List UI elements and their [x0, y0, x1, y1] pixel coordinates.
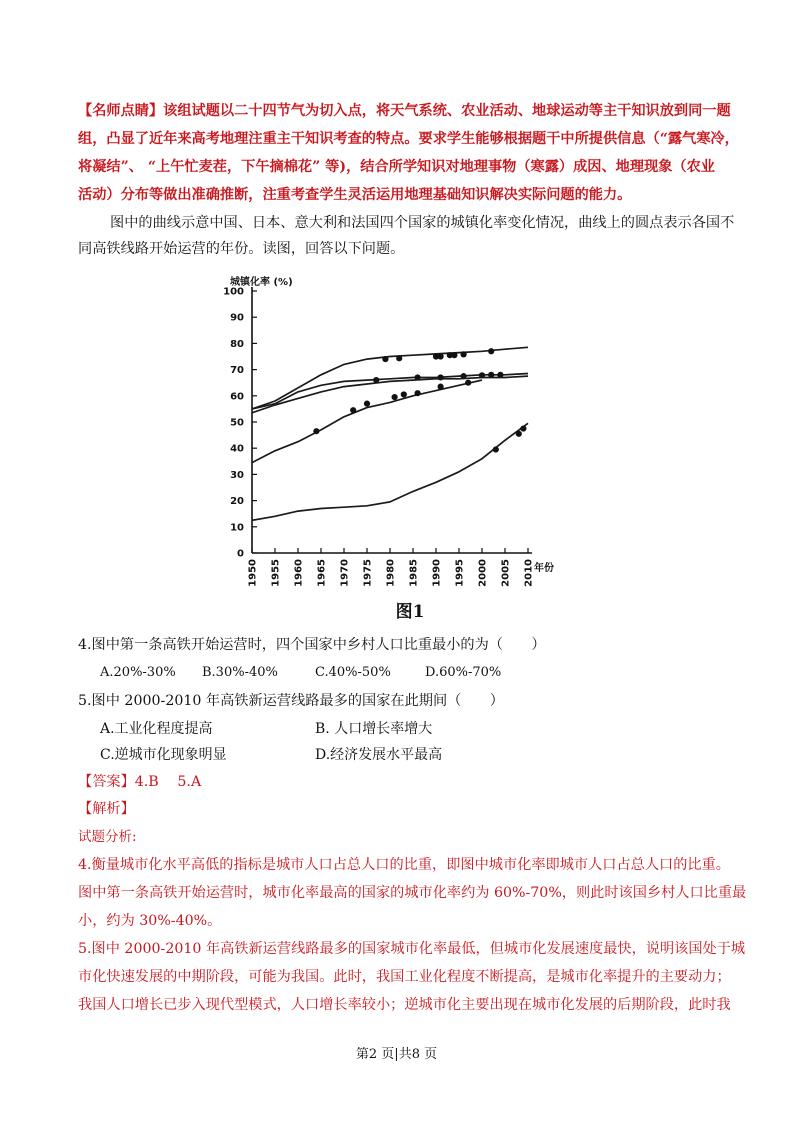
- rail-start-marker: [438, 384, 444, 390]
- y-tick-label: 60: [230, 391, 244, 403]
- y-tick-label: 90: [230, 312, 244, 324]
- x-tick-label: 1965: [316, 559, 328, 587]
- x-tick-label: 1975: [362, 559, 374, 587]
- x-tick-label: 1980: [385, 559, 397, 587]
- y-tick-label: 0: [237, 548, 244, 560]
- y-tick-label: 50: [230, 417, 244, 429]
- mingshi-line-3: 将凝结”、 “上午忙麦茬，下午摘棉花” 等)，结合所学知识对地理事物（寒露）成因、地理现象（农业: [78, 159, 715, 175]
- series-line-4: [252, 380, 482, 463]
- jiexi-heading: 【解析】: [78, 801, 135, 817]
- q5-stem: 5.图中 2000-2010 年高铁新运营线路最多的国家在此期间（ ）: [78, 693, 504, 709]
- analysis-5-line-2: 市化快速发展的中期阶段，可能为我国。此时，我国工业化程度不断提高，是城市化率提升的主要动力；: [78, 969, 731, 985]
- y-axis-label: 城镇化率 (%): [230, 277, 293, 288]
- q5-option-a: A.工业化程度提高: [100, 721, 213, 737]
- y-tick-label: 30: [230, 469, 244, 481]
- analysis-4-line-3: 小，约为 30%-40%。: [78, 913, 222, 929]
- x-tick-label: 1990: [431, 559, 443, 587]
- rail-start-marker: [488, 348, 494, 354]
- q4-option-b: B.30%-40%: [202, 665, 278, 680]
- y-tick-label: 20: [230, 496, 244, 508]
- rail-start-marker: [401, 391, 407, 397]
- q4-option-c: C.40%-50%: [315, 665, 391, 680]
- rail-start-marker: [520, 425, 526, 431]
- q5-option-d: D.经济发展水平最高: [315, 747, 443, 763]
- rail-start-marker: [313, 428, 319, 434]
- analysis-5-line-3: 我国人口增长已步入现代型模式，人口增长率较小；逆城市化主要出现在城市化发展的后期阶段，此时我: [78, 997, 731, 1013]
- x-tick-label: 2000: [477, 559, 489, 587]
- rail-start-marker: [382, 356, 388, 362]
- analysis-title: 试题分析:: [78, 829, 137, 845]
- q4-stem: 4.图中第一条高铁开始运营时，四个国家中乡村人口比重最小的为（ ）: [78, 637, 546, 653]
- rail-start-marker: [465, 380, 471, 386]
- intro-line-1: 图中的曲线示意中国、日本、意大利和法国四个国家的城镇化率变化情况，曲线上的圆点表示各国不: [110, 215, 735, 231]
- analysis-4-line-2: 图中第一条高铁开始运营时，城市化率最高的国家的城市化率约为 60%-70%，则此时该国乡村人口比重最: [78, 885, 747, 901]
- q4-option-d: D.60%-70%: [425, 665, 502, 680]
- y-tick-label: 70: [230, 365, 244, 377]
- x-tick-label: 1995: [454, 559, 466, 587]
- mingshi-line-4: 活动）分布等做出准确推断，注重考查学生灵活运用地理基础知识解决实际问题的能力。: [78, 187, 632, 203]
- rail-start-marker: [415, 390, 421, 396]
- y-tick-label: 80: [230, 338, 244, 350]
- x-tick-label: 1970: [339, 559, 351, 587]
- x-tick-label: 1985: [408, 559, 420, 587]
- mingshi-line-2: 组，凸显了近年来高考地理注重主干知识考查的特点。要求学生能够根据题干中所提供信息（“露气寒冷，: [78, 131, 739, 147]
- y-tick-label: 40: [230, 443, 244, 455]
- rail-start-marker: [364, 401, 370, 407]
- rail-start-marker: [461, 351, 467, 357]
- q4-option-a: A.20%-30%: [100, 665, 176, 680]
- q5-option-b: B. 人口增长率增大: [315, 721, 433, 737]
- x-tick-label: 1960: [293, 559, 305, 587]
- rail-start-marker: [493, 446, 499, 452]
- y-tick-label: 100: [223, 286, 244, 298]
- answer-line: 【答案】4.B 5.A: [78, 774, 202, 790]
- rail-start-marker: [516, 431, 522, 437]
- series-line-3: [252, 423, 528, 520]
- y-tick-label: 10: [230, 522, 244, 534]
- x-tick-label: 2005: [500, 559, 512, 587]
- figure-caption: 图1: [395, 602, 425, 622]
- rail-start-marker: [451, 352, 457, 358]
- urbanization-chart: [200, 265, 580, 630]
- x-tick-label: 1955: [270, 559, 282, 587]
- x-axis-label: 年份: [534, 563, 554, 574]
- rail-start-marker: [350, 407, 356, 413]
- analysis-5-line-1: 5.图中 2000-2010 年高铁新运营线路最多的国家城市化率最低，但城市化发展速度最快，说明该国处于城: [78, 941, 746, 957]
- mingshi-line-1: 【名师点睛】该组试题以二十四节气为切入点，将天气系统、农业活动、地球运动等主干知识放到同一题: [78, 103, 731, 119]
- analysis-4-line-1: 4.衡量城市化水平高低的指标是城市人口占总人口的比重，即图中城市化率即城市人口占总人口的比重。: [78, 857, 730, 873]
- x-tick-label: 1950: [247, 559, 259, 587]
- x-tick-label: 2010: [523, 559, 535, 587]
- q5-option-c: C.逆城市化现象明显: [100, 747, 227, 763]
- page-footer: 第2 页|共8 页: [355, 1047, 438, 1062]
- rail-start-marker: [438, 353, 444, 359]
- chart-svg: [200, 265, 580, 630]
- rail-start-marker: [392, 394, 398, 400]
- intro-line-2: 同高铁线路开始运营的年份。读图，回答以下问题。: [78, 241, 405, 257]
- rail-start-marker: [396, 355, 402, 361]
